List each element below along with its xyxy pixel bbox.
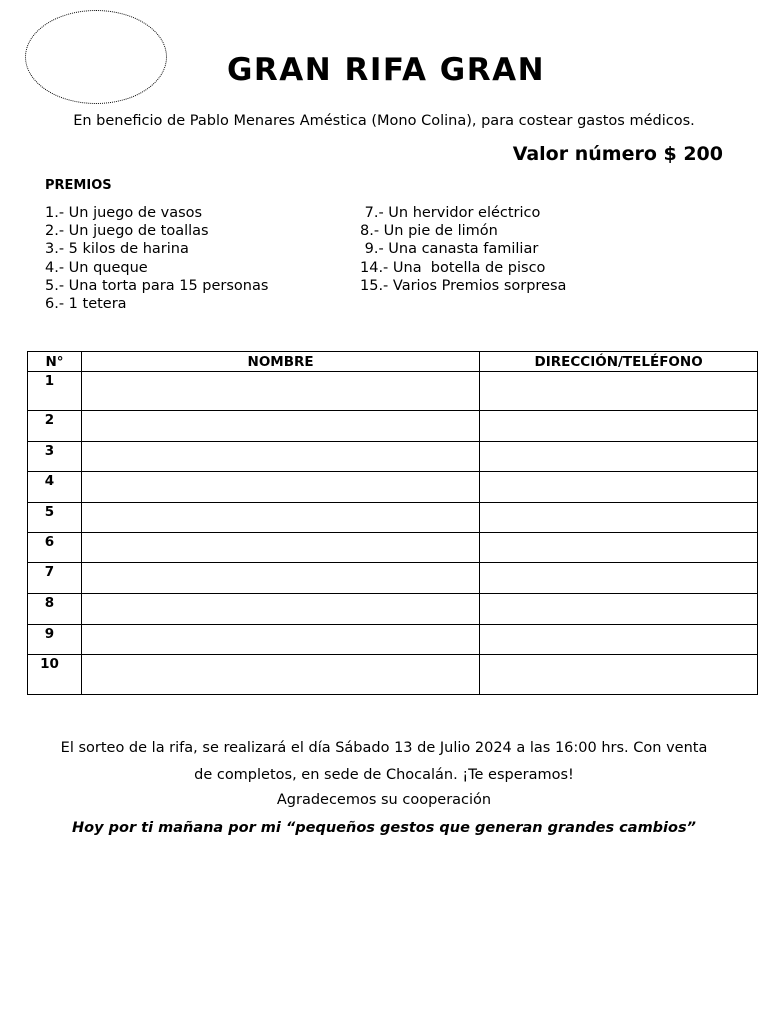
row-number: 8 [28,594,82,625]
column-header-number: N° [28,352,82,372]
thanks-text: Agradecemos su cooperación [276,792,492,808]
table-row [28,655,758,695]
prize-item: 6.- 1 tetera [45,296,127,313]
address-phone-cell[interactable] [480,472,758,503]
row-number: 4 [28,472,82,503]
name-cell[interactable] [81,372,479,411]
address-phone-cell[interactable] [480,594,758,625]
prize-item: 9.- Una canasta familiar [360,241,539,258]
prize-item: 15.- Varios Premios sorpresa [360,277,567,294]
address-phone-cell[interactable] [480,533,758,563]
table-row [28,442,758,472]
address-phone-cell[interactable] [480,442,758,472]
motto-text: Hoy por ti mañana por mi “pequeños gestos que generan grandes cambios” [72,820,696,836]
address-phone-cell[interactable] [480,372,758,411]
beneficiary-subtitle: En beneficio de Pablo Menares Améstica (Mono Colina), para costear gastos médicos. [73,113,695,129]
prize-item: 4.- Un queque [45,259,148,276]
address-phone-cell[interactable] [480,411,758,442]
row-number: 5 [28,503,82,533]
raffle-entries-table [27,351,758,695]
row-number: 10 [28,655,82,695]
name-cell[interactable] [81,442,479,472]
name-cell[interactable] [81,594,479,625]
table-row [28,625,758,655]
row-number: 1 [28,372,82,411]
name-cell[interactable] [81,625,479,655]
table-row [28,563,758,594]
address-phone-cell[interactable] [480,563,758,594]
prize-item: 7.- Un hervidor eléctrico [360,205,541,221]
ticket-price: Valor número $ 200 [512,143,723,165]
row-number: 7 [28,563,82,594]
row-number: 9 [28,625,82,655]
prize-item: 1.- Un juego de vasos [45,205,203,221]
prize-item: 2.- Un juego de toallas [45,223,209,240]
table-header-row [28,352,758,372]
table-row [28,472,758,503]
row-number: 6 [28,533,82,563]
name-cell[interactable] [81,655,479,695]
column-header-name: NOMBRE [81,352,479,372]
row-number: 3 [28,442,82,472]
address-phone-cell[interactable] [480,655,758,695]
name-cell[interactable] [81,503,479,533]
name-cell[interactable] [81,563,479,594]
prizes-heading: PREMIOS [45,178,112,193]
prizes-list-left [45,204,268,313]
table-row [28,503,758,533]
address-phone-cell[interactable] [480,625,758,655]
prize-item: 3.- 5 kilos de harina [45,241,189,258]
prizes-list-right [360,204,566,295]
table-row [28,372,758,411]
name-cell[interactable] [81,533,479,563]
prize-item: 14.- Una botella de pisco [360,259,546,276]
address-phone-cell[interactable] [480,503,758,533]
table-row [28,594,758,625]
table-row [28,533,758,563]
table-row [28,411,758,442]
name-cell[interactable] [81,411,479,442]
prize-item: 5.- Una torta para 15 personas [45,277,269,294]
page-title: GRAN RIFA GRAN [226,52,546,88]
prize-item: 8.- Un pie de limón [360,223,498,240]
draw-announcement: El sorteo de la rifa, se realizará el día Sábado 13 de Julio 2024 a las 16:00 hrs. Con venta de completos, en sede de Chocalán. ¡Te esperamos! [60,740,708,783]
name-cell[interactable] [81,472,479,503]
column-header-address-phone: DIRECCIÓN/TELÉFONO [480,352,758,372]
row-number: 2 [28,411,82,442]
